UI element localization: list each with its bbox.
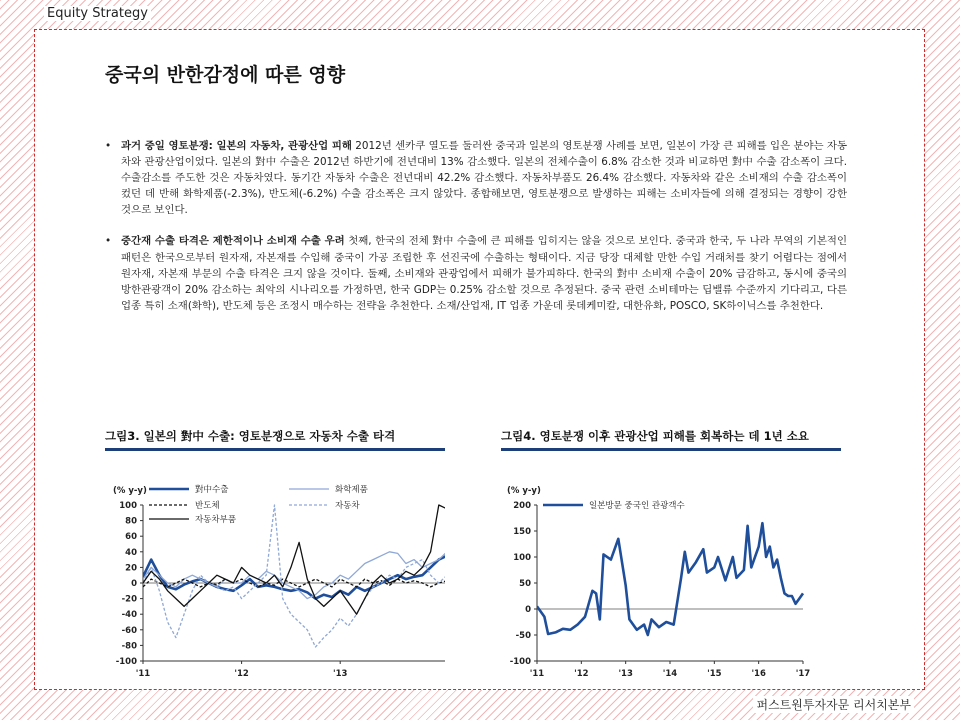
y-tick-label: -100 [509,657,531,667]
chart-japan-exports [105,428,445,676]
bullet-heading: 과거 중일 영토분쟁: 일본의 자동차, 관광산업 피해 [121,140,352,152]
chart-tourists [501,428,841,676]
x-tick-label: '14 [662,669,678,676]
x-tick-label: '12 [234,669,249,676]
chart-svg-tourists [501,451,841,676]
y-axis-label: (% y-y) [507,486,541,496]
series-line-4 [143,505,445,614]
legend-label: 일본방문 중국인 관광객수 [589,501,685,511]
y-tick-label: 150 [513,527,531,537]
legend-label: 화학제품 [335,485,368,495]
x-tick-label: '11 [529,669,545,676]
y-tick-label: 0 [525,605,531,615]
bullet-text: 2012년 센카쿠 열도를 둘러싼 중국과 일본의 영토분쟁 사례를 보면, 일본이 가장 큰 피해를 입은 분야는 자동차와 관광산업이었다. 일본의 對中 수출은 2012년 하반기에 전년대비 13% 감소했다. 일본의 전체수출이 6.8% 감소한 것과 비교하면 對中 수출 감소폭이 크다. 수출감소를 주도한 것은 자동차였다. 동기간 자동차 수출은 전년대비 42.2% 감소했다. 자동차부품도 26.4% 감소했다. 자동차와 같은 소비재의 수출 감소폭이 컸던 데 반해 화학제품(-2.3%), 반도체(-6.2%) 수출 감소폭은 크지 않았다. 종합해보면, 영토분쟁으로 발생하는 피해는 소비자들에 의해 결정되는 경향이 강한 것으로 보인다. [121,140,847,217]
bullet-item [105,233,847,313]
x-tick-label: '16 [751,669,766,676]
y-tick-label: -100 [115,657,137,667]
footer-company: 퍼스트원투자자문 리서치본부 [753,696,914,713]
x-tick-label: '11 [135,669,151,676]
y-tick-label: 80 [125,516,137,527]
bullet-dot-icon: • [105,140,112,152]
chart-title: 그림3. 일본의 對中 수출: 영토분쟁으로 자동차 수출 타격 [105,429,396,443]
y-tick-label: -40 [121,610,137,621]
x-tick-label: '15 [707,669,722,676]
chart-svg-japan-exports [105,451,445,676]
y-tick-label: 100 [119,501,137,511]
x-tick-label: '13 [618,669,633,676]
legend-label: 자동차 [335,501,360,511]
chart-title: 그림4. 영토분쟁 이후 관광산업 피해를 회복하는 데 1년 소요 [501,429,809,443]
y-tick-label: 40 [125,547,137,558]
content-frame [34,29,925,690]
y-tick-label: 50 [519,579,531,589]
bullet-heading: 중간재 수출 타격은 제한적이나 소비재 수출 우려 [121,235,345,248]
x-tick-label: '12 [574,669,589,676]
y-tick-label: 100 [513,553,531,563]
section-label: Equity Strategy [44,6,151,21]
bullet-item [105,138,847,218]
legend-label: 對中수출 [195,485,229,495]
page-title: 중국의 반한감정에 따른 영향 [105,64,346,86]
legend-label: 자동차부품 [195,515,237,525]
y-tick-label: -20 [121,594,137,605]
x-tick-label: '13 [332,669,348,676]
y-tick-label: -60 [121,625,137,636]
y-axis-label: (% y-y) [113,486,147,496]
legend-label: 반도체 [195,501,220,511]
y-tick-label: -50 [515,631,531,641]
bullet-text: 첫째, 한국의 전체 對中 수출에 큰 피해를 입히지는 않을 것으로 보인다. 중국과 한국, 두 나라 무역의 기본적인 패턴은 한국으로부터 원자재, 자본재를 수입해 중국이 가공 조립한 후 선진국에 수출하는 형태이다. 지금 당장 대체할 만한 수입 거래처를 찾기 어렵다는 점에서 원자재, 자본재 부문의 수출 타격은 크지 않을 것이다. 둘째, 소비재와 관광업에서 피해가 불가피하다. 한국의 對中 소비재 수출이 20% 급감하고, 동시에 중국의 방한관광객이 20% 감소하는 최악의 시나리오를 가정하면, 한국 GDP는 0.25% 감소할 것으로 추정된다. 중국 관련 소비테마는 딥밸류 수준까지 기다리고, 다른 업종 특히 소재(화학), 반도체 등은 조정시 매수하는 전략을 추천한다. 소재/산업재, IT 업종 가운데 롯데케미칼, 대한유화, POSCO, SK하이닉스를 추천한다. [121,235,847,312]
x-tick-label: '17 [795,669,811,676]
bullet-dot-icon: • [105,235,112,248]
y-tick-label: -80 [121,641,137,652]
y-tick-label: 20 [125,563,137,574]
y-tick-label: 60 [125,532,137,543]
y-tick-label: 0 [131,579,137,589]
bullet-list [105,138,847,329]
y-tick-label: 200 [513,501,531,511]
series-line-0 [537,523,803,635]
